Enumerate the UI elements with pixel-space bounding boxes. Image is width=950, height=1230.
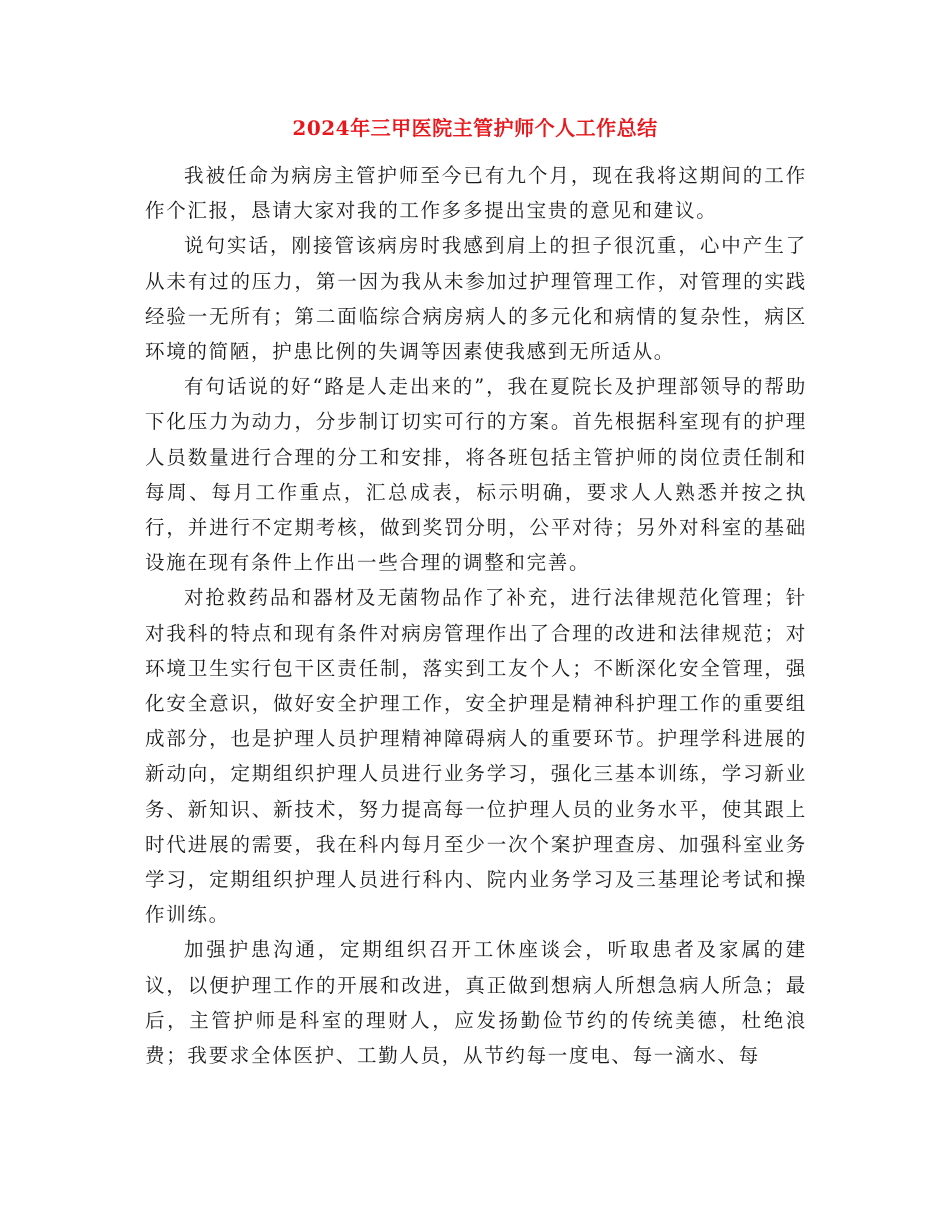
paragraph-3: 有句话说的好“路是人走出来的”，我在夏院长及护理部领导的帮助下化压力为动力，分步制订切实可行的方案。首先根据科室现有的护理人员数量进行合理的分工和安排，将各班包括主管护师的岗位责任制和每周、每月工作重点，汇总成表，标示明确，要求人人熟悉并按之执行，并进行不定期考核，做到奖罚分明，公平对待；另外对科室的基础设施在现有条件上作出一些合理的调整和完善。: [145, 375, 807, 575]
paragraph-1: 我被任命为病房主管护师至今已有九个月，现在我将这期间的工作作个汇报，恳请大家对我的工作多多提出宝贵的意见和建议。: [145, 164, 807, 223]
document-title: 2024年三甲医院主管护师个人工作总结: [292, 116, 658, 140]
paragraph-2: 说句实话，刚接管该病房时我感到肩上的担子很沉重，心中产生了从未有过的压力，第一因为我从未参加过护理管理工作，对管理的实践经验一无所有；第二面临综合病房病人的多元化和病情的复杂性，病区环境的简陋，护患比例的失调等因素使我感到无所适从。: [145, 234, 807, 364]
paragraph-5: 加强护患沟通，定期组织召开工休座谈会，听取患者及家属的建议，以便护理工作的开展和改进，真正做到想病人所想急病人所急；最后，主管护师是科室的理财人，应发扬勤俭节约的传统美德，杜绝浪费；我要求全体医护、工勤人员，从节约每一度电、每一滴水、每: [145, 938, 807, 1068]
document-body: [145, 158, 807, 1073]
paragraph-4: 对抢救药品和器材及无菌物品作了补充，进行法律规范化管理；针对我科的特点和现有条件对病房管理作出了合理的改进和法律规范；对环境卫生实行包干区责任制，落实到工友个人；不断深化安全管理，强化安全意识，做好安全护理工作，安全护理是精神科护理工作的重要组成部分，也是护理人员护理精神障碍病人的重要环节。护理学科进展的新动向，定期组织护理人员进行业务学习，强化三基本训练，学习新业务、新知识、新技术，努力提高每一位护理人员的业务水平，使其跟上时代进展的需要，我在科内每月至少一次个案护理查房、加强科室业务学习，定期组织护理人员进行科内、院内业务学习及三基理论考试和操作训练。: [145, 586, 807, 927]
